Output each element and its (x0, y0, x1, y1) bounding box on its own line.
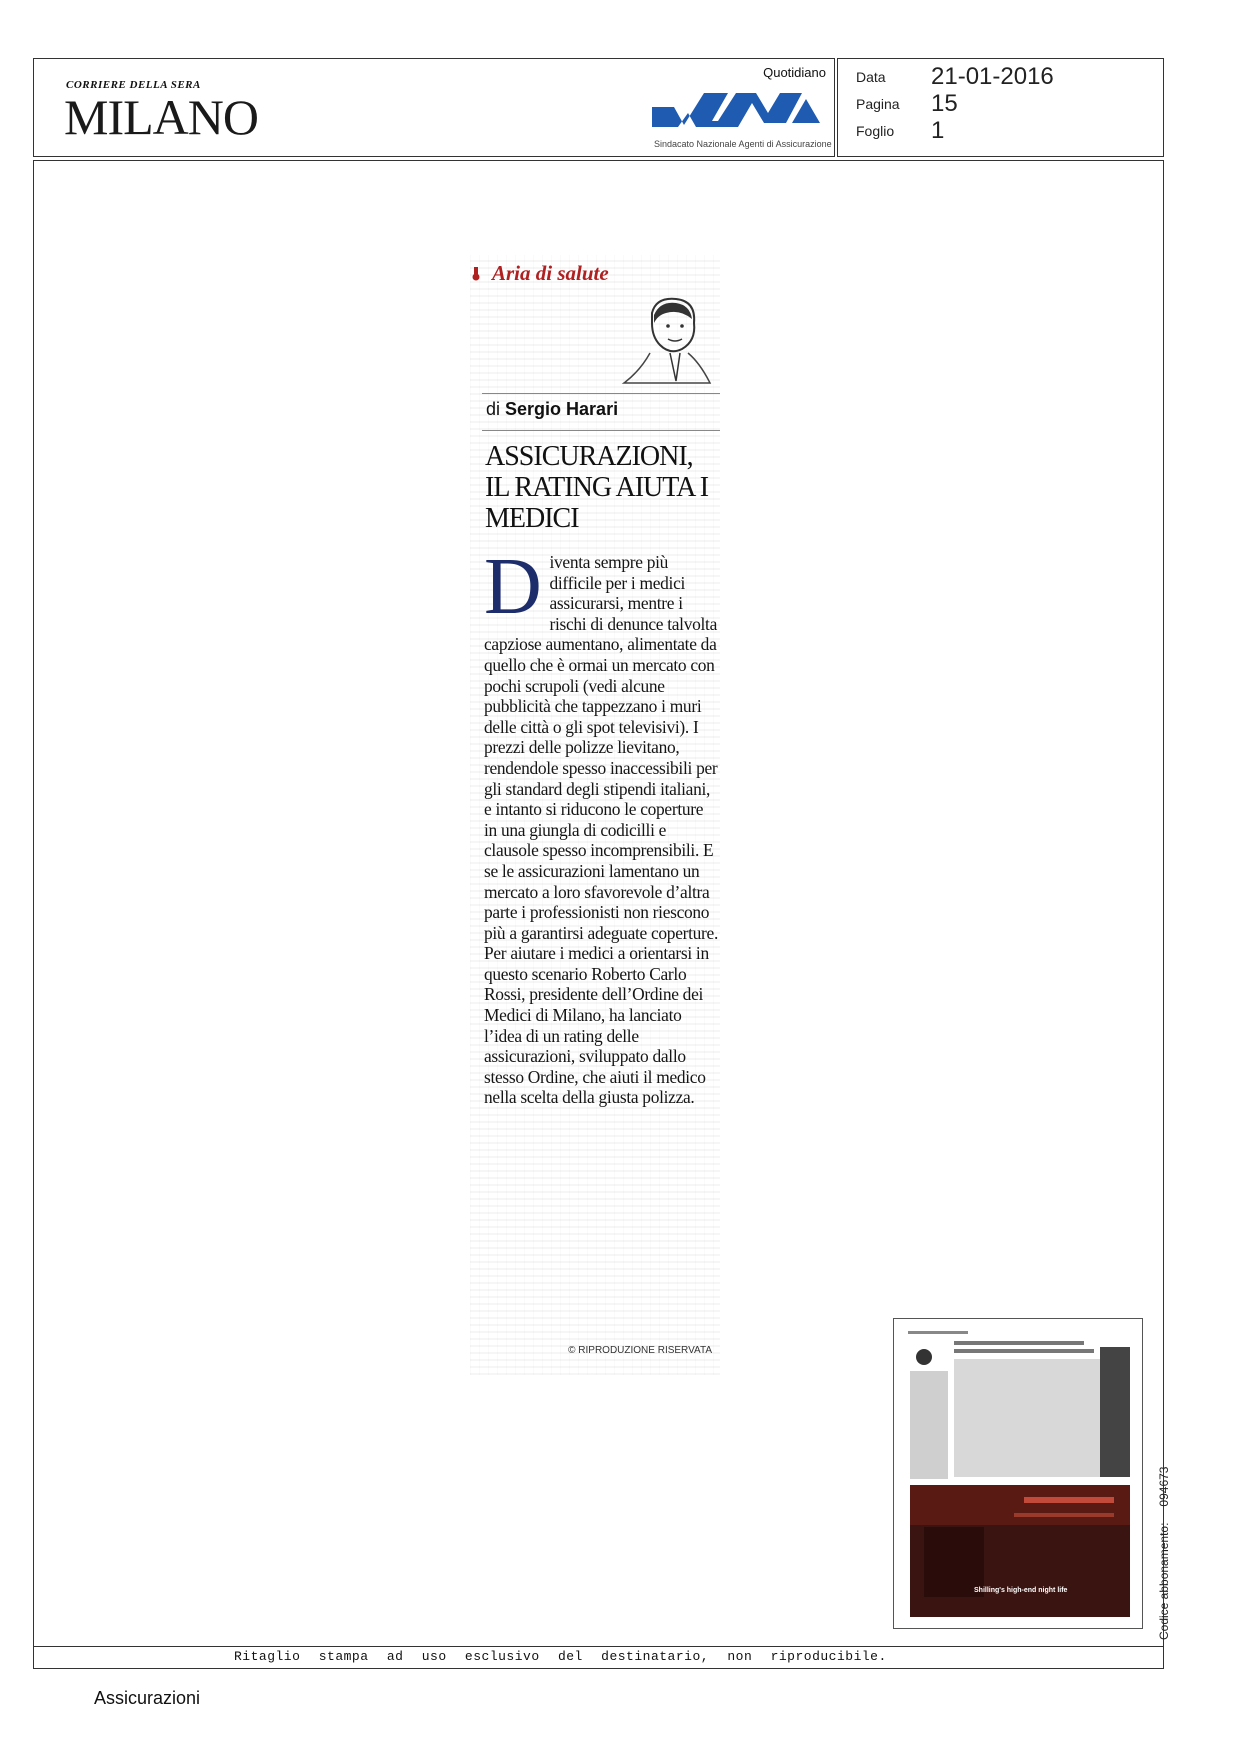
subscription-code (1157, 1467, 1171, 1640)
header-meta-box (837, 58, 1164, 157)
page-thumbnail (893, 1318, 1143, 1629)
rubric-bullet-icon (470, 267, 482, 281)
article-body-text: iventa sempre più difficile per i medici assicurarsi, mentre i rischi di denunce talvolta capziose aumentano, alimentate da quello che è ormai un mercato con pochi scrupoli (vedi alcune pubblicità che tappezzano i muri delle città o gli spot televisivi). I prezzi delle polizze lievitano, rendendole spesso inaccessibili per gli standard degli stipendi italiani, e intanto si riducono le coperture in una giungla di codicilli e clausole spesso incomprensibili. E se le assicurazioni lamentano un mercato a loro sfavorevole d’altra parte i professionisti non riescono più a garantirsi adeguate coperture. Per aiutare i medici a orientarsi in questo scenario Roberto Carlo Rossi, presidente dell’Ordine dei Medici di Milano, ha lanciato l’idea di un rating delle assicurazioni, sviluppato dallo stesso Ordine, che aiuti il medico nella scelta della giusta polizza. (484, 552, 719, 1108)
copyright-notice: © RIPRODUZIONE RISERVATA (568, 1345, 712, 1356)
article-headline: ASSICURAZIONI, IL RATING AIUTA I MEDICI (485, 441, 709, 534)
author-name: Sergio Harari (505, 399, 619, 419)
meta-sheet-value: 1 (931, 117, 945, 144)
meta-date-value: 21-01-2016 (931, 63, 1054, 90)
byline-rule-bottom (482, 430, 720, 431)
paper-name: CORRIERE DELLA SERA (66, 79, 201, 91)
footer-disclaimer-box (33, 1647, 1164, 1669)
article-body (484, 543, 720, 1108)
thumbnail-ad-caption: Shilling's high-end night life (974, 1587, 1068, 1594)
meta-sheet-label: Foglio (856, 123, 895, 139)
meta-date-label: Data (856, 69, 886, 85)
article-clipping (470, 255, 720, 1375)
byline-rule-top (482, 393, 720, 394)
meta-page-value: 15 (931, 90, 958, 117)
publication-type: Quotidiano (763, 65, 826, 80)
category-label: Assicurazioni (94, 1688, 201, 1708)
publisher-text: Sindacato Nazionale Agenti di Assicurazione (654, 139, 832, 149)
page-thumbnail-image (904, 1327, 1134, 1621)
subscription-code-label: Codice abbonamento: (1157, 1522, 1171, 1640)
disclaimer-text: Ritaglio stampa ad uso esclusivo del destinatario, non riproducibile. (234, 1649, 887, 1664)
edition-title: MILANO (64, 89, 258, 145)
byline (486, 399, 618, 420)
subscription-code-value: 094673 (1157, 1466, 1171, 1507)
byline-prefix: di (486, 399, 501, 419)
author-portrait-icon (610, 293, 715, 393)
rubric-title: Aria di salute (492, 261, 609, 285)
snaa-logo-icon (652, 89, 824, 131)
header-masthead-box (33, 58, 835, 157)
meta-page-label: Pagina (856, 96, 900, 112)
dropcap: D (484, 543, 542, 631)
